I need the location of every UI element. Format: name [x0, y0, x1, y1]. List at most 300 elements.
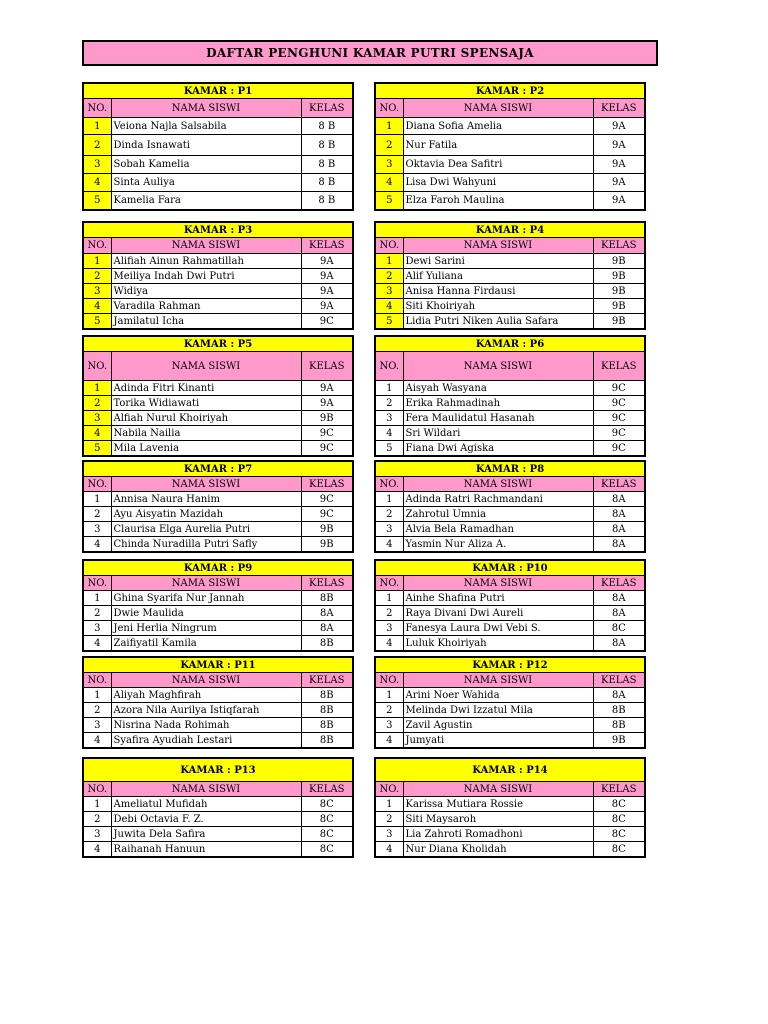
- room-table: [82, 335, 354, 457]
- student-name: Jamilatul Icha: [111, 314, 301, 330]
- student-class: 9B: [301, 537, 353, 553]
- student-class: 9A: [301, 254, 353, 269]
- table-row: [375, 522, 645, 537]
- student-class: 9B: [593, 254, 645, 269]
- column-header-kelas: KELAS: [593, 238, 645, 254]
- student-class: 9B: [301, 522, 353, 537]
- student-name: Ainhe Shafina Putri: [403, 591, 593, 606]
- table-row: [375, 426, 645, 441]
- row-number: 2: [375, 703, 403, 718]
- row-number: 3: [83, 411, 111, 426]
- table-row: [375, 441, 645, 457]
- row-number: 4: [83, 537, 111, 553]
- column-header-nama: NAMA SISWI: [403, 782, 593, 797]
- student-name: Jumyati: [403, 733, 593, 749]
- student-class: 9A: [593, 118, 645, 135]
- student-name: Torika Widiawati: [111, 396, 301, 411]
- column-header-kelas: KELAS: [301, 99, 353, 118]
- table-row: [375, 507, 645, 522]
- student-name: Sri Wildari: [403, 426, 593, 441]
- row-number: 2: [375, 507, 403, 522]
- student-name: Kamelia Fara: [111, 192, 301, 211]
- table-row: [83, 636, 353, 652]
- student-name: Ghina Syarifa Nur Jannah: [111, 591, 301, 606]
- table-row: [375, 156, 645, 174]
- row-number: 3: [83, 156, 111, 174]
- column-header-no: NO.: [375, 576, 403, 591]
- student-name: Fiana Dwi Agiska: [403, 441, 593, 457]
- student-name: Siti Maysaroh: [403, 812, 593, 827]
- table-row: [375, 174, 645, 192]
- student-name: Lia Zahroti Romadhoni: [403, 827, 593, 842]
- student-name: Meiliya Indah Dwi Putri: [111, 269, 301, 284]
- row-number: 3: [375, 718, 403, 733]
- student-name: Mila Lavenia: [111, 441, 301, 457]
- row-number: 2: [83, 507, 111, 522]
- column-header-row: [83, 782, 353, 797]
- row-number: 2: [83, 812, 111, 827]
- student-class: 9A: [593, 156, 645, 174]
- room-label: KAMAR : P7: [83, 461, 353, 477]
- student-name: Aisyah Wasyana: [403, 381, 593, 396]
- student-name: Chinda Nuradilla Putri Safly: [111, 537, 301, 553]
- row-number: 1: [375, 591, 403, 606]
- row-number: 4: [375, 426, 403, 441]
- room-label: KAMAR : P3: [83, 222, 353, 238]
- table-row: [375, 381, 645, 396]
- row-number: 4: [375, 842, 403, 858]
- student-name: Aliyah Maghfirah: [111, 688, 301, 703]
- row-number: 3: [375, 284, 403, 299]
- row-number: 4: [375, 537, 403, 553]
- room-table: [374, 335, 646, 457]
- row-number: 5: [83, 441, 111, 457]
- table-row: [83, 381, 353, 396]
- table-row: [83, 284, 353, 299]
- student-name: Nabila Nailia: [111, 426, 301, 441]
- column-header-kelas: KELAS: [301, 576, 353, 591]
- table-row: [83, 441, 353, 457]
- room-label: KAMAR : P5: [83, 336, 353, 352]
- table-row: [83, 156, 353, 174]
- column-header-nama: NAMA SISWI: [403, 477, 593, 492]
- row-number: 4: [83, 842, 111, 858]
- room-header-row: [375, 461, 645, 477]
- student-name: Debi Octavia F. Z.: [111, 812, 301, 827]
- room-header-row: [375, 222, 645, 238]
- student-class: 8 B: [301, 135, 353, 156]
- row-number: 3: [375, 522, 403, 537]
- column-header-kelas: KELAS: [301, 673, 353, 688]
- room-label: KAMAR : P9: [83, 560, 353, 576]
- room-table: [82, 656, 354, 749]
- row-number: 2: [83, 703, 111, 718]
- column-header-kelas: KELAS: [301, 352, 353, 381]
- column-header-kelas: KELAS: [593, 99, 645, 118]
- table-row: [375, 299, 645, 314]
- student-class: 8A: [593, 591, 645, 606]
- table-row: [375, 733, 645, 749]
- column-header-no: NO.: [83, 238, 111, 254]
- student-class: 9A: [593, 135, 645, 156]
- student-name: Alvia Bela Ramadhan: [403, 522, 593, 537]
- room-table: [374, 757, 646, 858]
- row-number: 4: [83, 174, 111, 192]
- table-row: [83, 688, 353, 703]
- student-name: Jeni Herlia Ningrum: [111, 621, 301, 636]
- row-number: 2: [375, 606, 403, 621]
- student-class: 8C: [593, 827, 645, 842]
- table-row: [375, 118, 645, 135]
- table-row: [375, 718, 645, 733]
- student-name: Dinda Isnawati: [111, 135, 301, 156]
- row-number: 5: [375, 314, 403, 330]
- page-title: DAFTAR PENGHUNI KAMAR PUTRI SPENSAJA: [82, 40, 658, 66]
- column-header-no: NO.: [83, 99, 111, 118]
- column-header-row: [375, 99, 645, 118]
- student-name: Claurisa Elga Aurelia Putri: [111, 522, 301, 537]
- student-class: 9C: [301, 426, 353, 441]
- student-name: Sinta Auliya: [111, 174, 301, 192]
- table-row: [83, 192, 353, 211]
- student-name: Luluk Khoiriyah: [403, 636, 593, 652]
- table-row: [375, 827, 645, 842]
- row-number: 4: [375, 174, 403, 192]
- row-number: 1: [83, 118, 111, 135]
- student-name: Adinda Ratri Rachmandani: [403, 492, 593, 507]
- column-header-row: [375, 576, 645, 591]
- column-header-row: [83, 238, 353, 254]
- student-class: 8B: [301, 703, 353, 718]
- row-number: 3: [83, 621, 111, 636]
- room-table: [82, 460, 354, 553]
- room-header-row: [375, 560, 645, 576]
- row-number: 1: [83, 688, 111, 703]
- student-class: 8B: [301, 688, 353, 703]
- room-header-row: [83, 560, 353, 576]
- table-row: [83, 606, 353, 621]
- column-header-row: [375, 352, 645, 381]
- column-header-row: [83, 477, 353, 492]
- student-name: Melinda Dwi Izzatul Mila: [403, 703, 593, 718]
- row-number: 3: [375, 411, 403, 426]
- table-row: [375, 636, 645, 652]
- column-header-row: [83, 99, 353, 118]
- room-table: [82, 757, 354, 858]
- table-row: [375, 842, 645, 858]
- student-class: 9B: [593, 733, 645, 749]
- row-number: 4: [83, 636, 111, 652]
- row-number: 5: [83, 314, 111, 330]
- student-class: 8A: [593, 492, 645, 507]
- table-row: [375, 284, 645, 299]
- student-class: 9B: [593, 299, 645, 314]
- student-name: Sobah Kamelia: [111, 156, 301, 174]
- student-class: 9C: [593, 426, 645, 441]
- column-header-nama: NAMA SISWI: [403, 673, 593, 688]
- column-header-no: NO.: [375, 352, 403, 381]
- student-name: Yasmin Nur Aliza A.: [403, 537, 593, 553]
- column-header-row: [83, 576, 353, 591]
- room-label: KAMAR : P14: [375, 758, 645, 782]
- student-class: 8C: [593, 797, 645, 812]
- column-header-no: NO.: [375, 99, 403, 118]
- room-header-row: [83, 222, 353, 238]
- room-header-row: [83, 657, 353, 673]
- student-class: 8C: [301, 797, 353, 812]
- table-row: [375, 192, 645, 211]
- row-number: 1: [375, 492, 403, 507]
- column-header-nama: NAMA SISWI: [111, 352, 301, 381]
- student-name: Diana Sofia Amelia: [403, 118, 593, 135]
- table-row: [375, 621, 645, 636]
- row-number: 1: [83, 591, 111, 606]
- row-number: 2: [375, 135, 403, 156]
- table-row: [375, 688, 645, 703]
- student-name: Lisa Dwi Wahyuni: [403, 174, 593, 192]
- student-class: 8C: [593, 621, 645, 636]
- room-table: [374, 82, 646, 211]
- table-row: [375, 135, 645, 156]
- column-header-kelas: KELAS: [593, 477, 645, 492]
- table-row: [83, 396, 353, 411]
- student-class: 9C: [301, 507, 353, 522]
- column-header-row: [375, 477, 645, 492]
- student-name: Siti Khoiriyah: [403, 299, 593, 314]
- room-header-row: [83, 336, 353, 352]
- row-number: 2: [83, 269, 111, 284]
- student-class: 9C: [301, 492, 353, 507]
- student-class: 8C: [301, 842, 353, 858]
- student-class: 9B: [593, 284, 645, 299]
- table-row: [83, 299, 353, 314]
- column-header-nama: NAMA SISWI: [403, 576, 593, 591]
- row-number: 1: [83, 797, 111, 812]
- row-number: 3: [83, 827, 111, 842]
- room-header-row: [375, 657, 645, 673]
- column-header-nama: NAMA SISWI: [403, 99, 593, 118]
- column-header-no: NO.: [83, 477, 111, 492]
- table-row: [83, 269, 353, 284]
- table-row: [83, 718, 353, 733]
- student-name: Zavil Agustin: [403, 718, 593, 733]
- room-label: KAMAR : P10: [375, 560, 645, 576]
- row-number: 5: [375, 441, 403, 457]
- student-class: 8A: [593, 522, 645, 537]
- student-name: Fera Maulidatul Hasanah: [403, 411, 593, 426]
- student-name: Raya Divani Dwi Aureli: [403, 606, 593, 621]
- student-name: Arini Noer Wahida: [403, 688, 593, 703]
- student-class: 9B: [593, 269, 645, 284]
- student-class: 8A: [301, 606, 353, 621]
- student-name: Zaifiyatil Kamila: [111, 636, 301, 652]
- table-row: [83, 507, 353, 522]
- student-class: 9C: [593, 411, 645, 426]
- table-row: [83, 842, 353, 858]
- student-name: Erika Rahmadinah: [403, 396, 593, 411]
- student-class: 9B: [593, 314, 645, 330]
- table-row: [375, 537, 645, 553]
- column-header-kelas: KELAS: [593, 673, 645, 688]
- student-name: Nur Diana Kholidah: [403, 842, 593, 858]
- student-class: 8C: [593, 842, 645, 858]
- column-header-row: [375, 782, 645, 797]
- row-number: 2: [83, 396, 111, 411]
- room-table: [374, 221, 646, 330]
- row-number: 3: [375, 156, 403, 174]
- table-row: [83, 411, 353, 426]
- row-number: 2: [83, 606, 111, 621]
- student-class: 9A: [301, 381, 353, 396]
- table-row: [375, 591, 645, 606]
- column-header-nama: NAMA SISWI: [111, 99, 301, 118]
- column-header-nama: NAMA SISWI: [403, 238, 593, 254]
- column-header-kelas: KELAS: [593, 782, 645, 797]
- student-class: 8A: [593, 537, 645, 553]
- student-class: 9C: [593, 381, 645, 396]
- room-label: KAMAR : P2: [375, 83, 645, 99]
- student-class: 8A: [301, 621, 353, 636]
- room-header-row: [83, 461, 353, 477]
- table-row: [83, 314, 353, 330]
- room-header-row: [375, 758, 645, 782]
- student-class: 8B: [301, 718, 353, 733]
- room-label: KAMAR : P13: [83, 758, 353, 782]
- student-class: 9A: [301, 269, 353, 284]
- student-class: 8C: [593, 812, 645, 827]
- student-name: Oktavia Dea Safitri: [403, 156, 593, 174]
- column-header-no: NO.: [83, 576, 111, 591]
- row-number: 5: [375, 192, 403, 211]
- student-class: 9A: [593, 192, 645, 211]
- student-name: Ameliatul Mufidah: [111, 797, 301, 812]
- table-row: [83, 426, 353, 441]
- student-class: 8C: [301, 827, 353, 842]
- column-header-nama: NAMA SISWI: [111, 673, 301, 688]
- column-header-kelas: KELAS: [593, 352, 645, 381]
- student-name: Ayu Aisyatin Mazidah: [111, 507, 301, 522]
- table-row: [83, 797, 353, 812]
- room-table: [374, 460, 646, 553]
- room-label: KAMAR : P11: [83, 657, 353, 673]
- column-header-kelas: KELAS: [593, 576, 645, 591]
- student-name: Annisa Naura Hanim: [111, 492, 301, 507]
- student-name: Alfiah Nurul Khoiriyah: [111, 411, 301, 426]
- table-row: [375, 269, 645, 284]
- student-name: Widiya: [111, 284, 301, 299]
- student-class: 9C: [593, 441, 645, 457]
- table-row: [375, 411, 645, 426]
- row-number: 2: [83, 135, 111, 156]
- row-number: 4: [375, 733, 403, 749]
- student-class: 8B: [593, 703, 645, 718]
- room-label: KAMAR : P12: [375, 657, 645, 673]
- student-class: 8A: [593, 636, 645, 652]
- table-row: [375, 812, 645, 827]
- table-row: [83, 733, 353, 749]
- student-class: 8C: [301, 812, 353, 827]
- row-number: 3: [83, 284, 111, 299]
- student-name: Zahrotul Umnia: [403, 507, 593, 522]
- row-number: 1: [375, 254, 403, 269]
- student-class: 9C: [301, 441, 353, 457]
- column-header-no: NO.: [375, 238, 403, 254]
- room-table: [374, 656, 646, 749]
- column-header-kelas: KELAS: [301, 782, 353, 797]
- student-class: 8A: [593, 688, 645, 703]
- row-number: 3: [83, 718, 111, 733]
- row-number: 1: [83, 492, 111, 507]
- table-row: [83, 827, 353, 842]
- student-name: Veiona Najla Salsabila: [111, 118, 301, 135]
- student-class: 8 B: [301, 174, 353, 192]
- table-row: [375, 314, 645, 330]
- student-name: Syafira Ayudiah Lestari: [111, 733, 301, 749]
- column-header-kelas: KELAS: [301, 238, 353, 254]
- room-label: KAMAR : P1: [83, 83, 353, 99]
- student-name: Nisrina Nada Rohimah: [111, 718, 301, 733]
- row-number: 2: [375, 812, 403, 827]
- column-header-nama: NAMA SISWI: [111, 782, 301, 797]
- column-header-nama: NAMA SISWI: [403, 352, 593, 381]
- column-header-nama: NAMA SISWI: [111, 238, 301, 254]
- student-name: Alifiah Ainun Rahmatillah: [111, 254, 301, 269]
- table-row: [83, 174, 353, 192]
- student-name: Anisa Hanna Firdausi: [403, 284, 593, 299]
- row-number: 3: [375, 621, 403, 636]
- student-name: Lidia Putri Niken Aulia Safara: [403, 314, 593, 330]
- table-row: [375, 797, 645, 812]
- table-row: [83, 492, 353, 507]
- student-name: Adinda Fitri Kinanti: [111, 381, 301, 396]
- column-header-kelas: KELAS: [301, 477, 353, 492]
- row-number: 4: [375, 299, 403, 314]
- row-number: 4: [83, 733, 111, 749]
- column-header-row: [83, 673, 353, 688]
- table-row: [83, 591, 353, 606]
- room-label: KAMAR : P4: [375, 222, 645, 238]
- student-class: 9A: [593, 174, 645, 192]
- student-class: 8 B: [301, 156, 353, 174]
- column-header-no: NO.: [375, 477, 403, 492]
- column-header-row: [375, 238, 645, 254]
- student-class: 8B: [301, 591, 353, 606]
- column-header-no: NO.: [375, 673, 403, 688]
- student-name: Fanesya Laura Dwi Vebi S.: [403, 621, 593, 636]
- table-row: [375, 606, 645, 621]
- row-number: 2: [375, 269, 403, 284]
- column-header-nama: NAMA SISWI: [111, 576, 301, 591]
- table-row: [375, 492, 645, 507]
- table-row: [83, 703, 353, 718]
- student-class: 8B: [593, 718, 645, 733]
- column-header-no: NO.: [83, 352, 111, 381]
- row-number: 1: [375, 797, 403, 812]
- row-number: 4: [83, 426, 111, 441]
- table-row: [83, 522, 353, 537]
- student-name: Karissa Mutiara Rossie: [403, 797, 593, 812]
- student-name: Elza Faroh Maulina: [403, 192, 593, 211]
- student-class: 9A: [301, 284, 353, 299]
- table-row: [83, 135, 353, 156]
- column-header-nama: NAMA SISWI: [111, 477, 301, 492]
- student-class: 9C: [301, 314, 353, 330]
- column-header-row: [83, 352, 353, 381]
- student-name: Azora Nila Aurilya Istiqfarah: [111, 703, 301, 718]
- student-class: 8 B: [301, 118, 353, 135]
- student-name: Dewi Sarini: [403, 254, 593, 269]
- column-header-no: NO.: [83, 782, 111, 797]
